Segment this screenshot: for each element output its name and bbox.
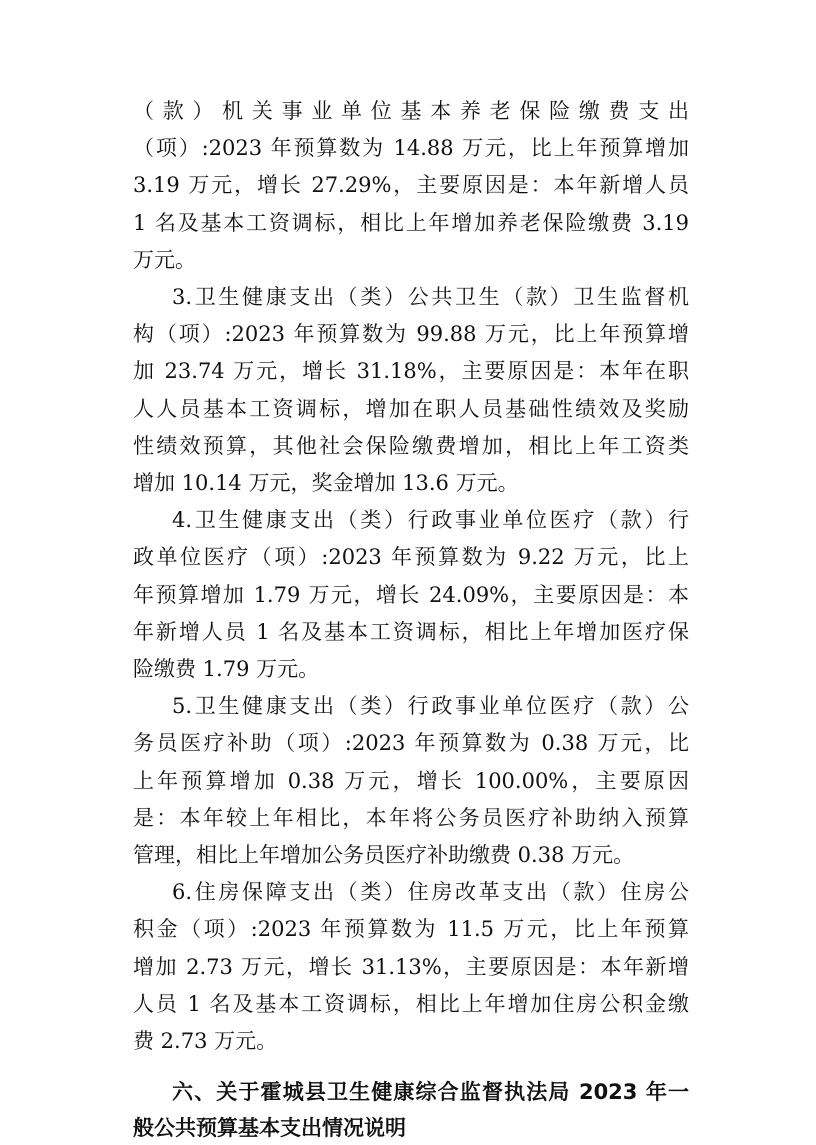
paragraph-line: 务员医疗补助（项）:2023 年预算数为 0.38 万元，比 [133, 731, 689, 755]
paragraph-line: 管理，相比上年增加公务员医疗补助缴费 0.38 万元。 [133, 843, 635, 867]
paragraph-line: （款）机关事业单位基本养老保险缴费支出 [133, 99, 689, 123]
paragraph-line: 万元。 [133, 248, 196, 272]
paragraph-line: 增加 2.73 万元，增长 31.13%，主要原因是：本年新增 [133, 955, 689, 979]
paragraph-line: 是：本年较上年相比，本年将公务员医疗补助纳入预算 [133, 806, 689, 830]
section-heading: 六、关于霍城县卫生健康综合监督执法局 2023 年一 [172, 1080, 689, 1104]
paragraph-first-line: 6.住房保障支出（类）住房改革支出（款）住房公 [172, 880, 689, 904]
paragraph-line: 加 23.74 万元，增长 31.18%，主要原因是：本年在职 [133, 359, 689, 383]
paragraph-line: 上年预算增加 0.38 万元，增长 100.00%，主要原因 [133, 769, 689, 793]
paragraph-line: （项）:2023 年预算数为 14.88 万元，比上年预算增加 [133, 136, 689, 160]
paragraph-line: 增加 10.14 万元，奖金增加 13.6 万元。 [133, 471, 519, 495]
paragraph-line: 年新增人员 1 名及基本工资调标，相比上年增加医疗保 [133, 620, 689, 644]
paragraph-line: 人人员基本工资调标，增加在职人员基础性绩效及奖励 [133, 397, 689, 421]
paragraph-line: 构（项）:2023 年预算数为 99.88 万元，比上年预算增 [133, 322, 689, 346]
paragraph-first-line: 3.卫生健康支出（类）公共卫生（款）卫生监督机 [172, 285, 689, 309]
paragraph-first-line: 4.卫生健康支出（类）行政事业单位医疗（款）行 [172, 508, 689, 532]
paragraph-line: 人员 1 名及基本工资调标，相比上年增加住房公积金缴 [133, 992, 689, 1016]
paragraph-line: 政单位医疗（项）:2023 年预算数为 9.22 万元，比上 [133, 545, 689, 569]
paragraph-line: 积金（项）:2023 年预算数为 11.5 万元，比上年预算 [133, 917, 689, 941]
paragraph-first-line: 5.卫生健康支出（类）行政事业单位医疗（款）公 [172, 694, 689, 718]
paragraph-line: 3.19 万元，增长 27.29%，主要原因是：本年新增人员 [133, 173, 689, 197]
paragraph-line: 性绩效预算，其他社会保险缴费增加，相比上年工资类 [133, 434, 689, 458]
paragraph-line: 费 2.73 万元。 [133, 1029, 278, 1053]
section-heading-continuation: 般公共预算基本支出情况说明 [133, 1116, 406, 1140]
paragraph-line: 险缴费 1.79 万元。 [133, 657, 320, 681]
paragraph-line: 年预算增加 1.79 万元，增长 24.09%，主要原因是：本 [133, 583, 689, 607]
paragraph-line: 1 名及基本工资调标，相比上年增加养老保险缴费 3.19 [133, 211, 689, 235]
